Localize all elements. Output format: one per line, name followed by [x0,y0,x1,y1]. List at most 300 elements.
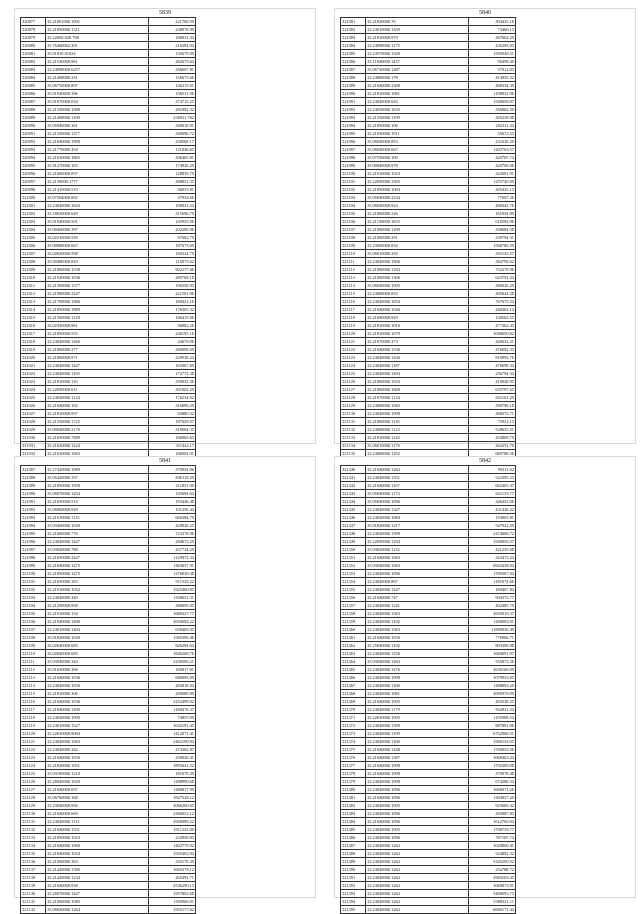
coordinate-cell: 35.24040000.867 [366,578,469,586]
table-row [341,834,516,842]
row-id-cell: 321093 [341,114,366,122]
coordinate-cell: 35.24020000.1599 [366,530,469,538]
row-id-cell: 321018 [21,338,46,346]
row-id-cell: 321136 [21,858,46,866]
row-id-cell: 321381 [341,794,366,802]
table-row [21,354,196,362]
coordinate-cell: 35.21040000.938 [46,882,149,890]
amount-cell: 74855.99 [149,714,196,722]
row-id-cell: 321117 [21,706,46,714]
row-id-cell: 321015 [21,314,46,322]
coordinate-cell: 35.24040000.1111 [46,818,149,826]
amount-cell: 311442.17 [149,442,196,450]
table-row [341,186,516,194]
amount-cell: 221501.96 [149,290,196,298]
table-row [21,554,196,562]
coordinate-cell: 35.24040000.1263 [366,850,469,858]
coordinate-cell: 35.21850000.1889 [46,306,149,314]
table-row [341,506,516,514]
data-table [340,465,516,914]
table-row [341,586,516,594]
row-id-cell: 321101 [341,178,366,186]
table-row [341,874,516,882]
coordinate-cell: 35.21040000.1056 [46,754,149,762]
coordinate-cell: 35.24040000.1466 [46,338,149,346]
row-id-cell: 321114 [341,282,366,290]
table-row [21,682,196,690]
amount-cell: 662465.37 [469,482,516,490]
amount-cell: 379078.48 [469,770,516,778]
coordinate-cell: 35.02330000.961 [46,322,149,330]
table-row [341,226,516,234]
coordinate-cell: 35.00980000.667 [46,242,149,250]
table-row [21,538,196,546]
coordinate-cell: 35.05040000.1173 [366,490,469,498]
table-row [341,58,516,66]
row-id-cell: 321357 [341,602,366,610]
row-id-cell: 321097 [341,146,366,154]
coordinate-cell: 35.03940000.344 [46,658,149,666]
coordinate-cell: 35.21040000.1448 [366,746,469,754]
coordinate-cell: 35.23000000.832 [366,242,469,250]
table-row [341,330,516,338]
row-id-cell: 320081 [21,50,46,58]
amount-cell: 2095976.99 [469,690,516,698]
coordinate-cell: 35.24060000.1182 [366,450,469,458]
amount-cell: 524892.32 [469,850,516,858]
table-row [341,410,516,418]
amount-cell: 476699.34 [469,362,516,370]
row-id-cell: 321104 [21,602,46,610]
coordinate-cell: 35.21860000.1118 [366,418,469,426]
amount-cell: 240195.16 [149,330,196,338]
row-id-cell: 321124 [341,362,366,370]
coordinate-cell: 35.27420000.1089 [46,466,149,474]
row-id-cell: 321121 [21,738,46,746]
coordinate-cell: 35.23040000.956 [46,802,149,810]
coordinate-cell: 35.21420000.1586 [46,866,149,874]
row-id-cell: 321096 [341,138,366,146]
coordinate-cell: 35.24040000.1263 [366,866,469,874]
table-row [341,362,516,370]
table-row [341,842,516,850]
amount-cell: 419020.95 [469,378,516,386]
table-row [341,818,516,826]
amount-cell: 186831.34 [149,34,196,42]
data-table [20,465,196,914]
amount-cell: 1060873.91 [469,882,516,890]
amount-cell: 5388321.11 [469,898,516,906]
row-id-cell: 321358 [341,610,366,618]
amount-cell: 121036.65 [149,146,196,154]
row-id-cell: 321360 [341,626,366,634]
coordinate-cell: 35.21040000.1046 [366,306,469,314]
coordinate-cell: 35.24040000.1399 [366,722,469,730]
table-row [341,666,516,674]
row-id-cell: 321115 [341,290,366,298]
row-id-cell: 321019 [21,346,46,354]
amount-cell: 258020.41 [149,754,196,762]
coordinate-cell: 35.24010000.1459 [366,26,469,34]
amount-cell: 44676.96 [149,338,196,346]
coordinate-cell: 35.21040000.1096 [366,818,469,826]
amount-cell: 370954.86 [149,466,196,474]
row-id-cell: 321029 [21,426,46,434]
row-id-cell: 320084 [21,74,46,82]
coordinate-cell: 35.21040000.1096 [366,794,469,802]
row-id-cell: 321024 [21,386,46,394]
table-row [341,538,516,546]
table-row [341,98,516,106]
coordinate-cell: 35.24040000.1096 [366,786,469,794]
amount-cell: 477362.43 [469,322,516,330]
table-row [341,738,516,746]
row-id-cell: 321001 [21,202,46,210]
row-id-cell: 321090 [341,90,366,98]
coordinate-cell: 35.24040000.1436 [366,354,469,362]
coordinate-cell: 35.22630000.1095 [366,714,469,722]
table-row [21,514,196,522]
coordinate-cell: 35.06040000.667 [366,146,469,154]
amount-cell: 925669.42 [469,802,516,810]
amount-cell: 394425.18 [469,18,516,26]
coordinate-cell: 35.21600000.776 [46,530,149,538]
amount-cell: 181079.29 [149,770,196,778]
coordinate-cell: 35.21860000.277 [46,346,149,354]
table-row [21,730,196,738]
table-row [341,610,516,618]
table-row [341,498,516,506]
amount-cell: 96035.81 [149,186,196,194]
amount-cell: 547922.59 [469,522,516,530]
coordinate-cell: 35.24040000.3643 [46,202,149,210]
table-row [21,346,196,354]
row-id-cell: 320090 [21,122,46,130]
amount-cell: 621135.77 [469,490,516,498]
table-row [21,626,196,634]
table-row [21,818,196,826]
row-id-cell: 321119 [21,722,46,730]
coordinate-cell: 35.21040000.1068 [46,842,149,850]
row-id-cell: 321005 [21,234,46,242]
row-id-cell: 321123 [341,354,366,362]
coordinate-cell: 35.21040000.1167 [366,482,469,490]
coordinate-cell: 35.21860000.1038 [46,266,149,274]
table-row [341,658,516,666]
document-page [14,456,316,912]
amount-cell: 1957802.68 [149,890,196,898]
coordinate-cell: 35.24040000.442 [46,746,149,754]
amount-cell: 1684091.97 [469,650,516,658]
table-row [21,242,196,250]
table-row [21,530,196,538]
coordinate-cell: 35.76460062.301 [46,42,149,50]
table-row [21,90,196,98]
amount-cell: 346452.06 [469,498,516,506]
table-row [341,674,516,682]
row-id-cell: 321368 [341,690,366,698]
row-id-cell: 321128 [341,394,366,402]
coordinate-cell: 35.02210000.539 [46,234,149,242]
table-row [21,666,196,674]
amount-cell: 1203763.57 [469,146,516,154]
table-row [341,698,516,706]
row-id-cell: 321091 [21,498,46,506]
table-row [341,514,516,522]
table-row [341,242,516,250]
row-id-cell: 321345 [341,506,366,514]
amount-cell: 374715.25 [149,98,196,106]
table-row [21,290,196,298]
row-id-cell: 321087 [341,66,366,74]
row-id-cell: 321109 [21,642,46,650]
amount-cell: 1168476.37 [149,706,196,714]
row-id-cell: 321103 [21,594,46,602]
amount-cell: 169817.01 [149,666,196,674]
amount-cell: 1079933.05 [469,674,516,682]
table-row [21,562,196,570]
table-row [21,882,196,890]
amount-cell: 1363637.91 [149,562,196,570]
table-row [341,530,516,538]
row-id-cell: 320087 [21,98,46,106]
row-id-cell: 321004 [21,226,46,234]
coordinate-cell: 35.21620000.1224 [46,442,149,450]
row-id-cell: 321343 [341,490,366,498]
amount-cell: 1568786.59 [469,242,516,250]
table-row [341,690,516,698]
table-row [341,634,516,642]
coordinate-cell: 35.24010000.1527 [46,722,149,730]
coordinate-cell: 35.24040000.1056 [46,682,149,690]
table-row [21,906,196,914]
coordinate-cell: 35.21050000.1911 [366,130,469,138]
table-row [341,370,516,378]
amount-cell: 429826.25 [149,522,196,530]
table-row [21,314,196,322]
amount-cell: 1358651.31 [149,594,196,602]
coordinate-cell: 35.00460000.397 [46,226,149,234]
row-id-cell: 321111 [21,658,46,666]
coordinate-cell: 35.24040000.1096 [366,570,469,578]
row-id-cell: 321376 [341,754,366,762]
table-row [21,114,196,122]
coordinate-cell: 35.24040000.1247 [366,586,469,594]
table-row [341,338,516,346]
table-row [341,346,516,354]
coordinate-cell: 35.21540000.961 [46,58,149,66]
row-id-cell: 321394 [341,898,366,906]
coordinate-cell: 35.21040000.1036 [46,698,149,706]
table-row [341,890,516,898]
amount-cell: 2536290.13 [149,882,196,890]
table-row [341,578,516,586]
amount-cell: 5400093.73 [469,890,516,898]
row-id-cell: 321098 [21,554,46,562]
row-id-cell: 321009 [21,266,46,274]
row-id-cell: 321118 [21,714,46,722]
table-row [341,306,516,314]
row-id-cell: 321089 [21,482,46,490]
coordinate-cell: 35.24040000.1192 [366,618,469,626]
row-id-cell: 321031 [21,442,46,450]
row-id-cell: 321122 [21,746,46,754]
amount-cell: 186904.01 [149,450,196,458]
amount-cell: 202311.34 [469,122,516,130]
table-row [21,106,196,114]
coordinate-cell: 35.21650000.383 [46,578,149,586]
table-row [21,522,196,530]
table-row [21,82,196,90]
amount-cell: 156675.66 [149,74,196,82]
amount-cell: 2462190.94 [149,738,196,746]
amount-cell: 193446.48 [149,498,196,506]
row-id-cell: 321106 [341,218,366,226]
coordinate-cell: 35.24040000.1351 [366,474,469,482]
row-id-cell: 321113 [21,674,46,682]
row-id-cell: 321097 [21,546,46,554]
table-row [21,690,196,698]
amount-cell: 722376.96 [149,530,196,538]
coordinate-cell: 35.25040000.1192 [366,642,469,650]
amount-cell: 229938.24 [149,354,196,362]
coordinate-cell: 35.2139000.1777 [46,178,149,186]
table-row [21,578,196,586]
table-row [21,674,196,682]
amount-cell: 433809.79 [469,434,516,442]
coordinate-cell: 35.21040000.747 [366,594,469,602]
row-id-cell: 321135 [341,450,366,458]
amount-cell: 1792389.08 [469,762,516,770]
amount-cell: 752270.96 [469,266,516,274]
coordinate-cell: 35.21850000.106 [366,122,469,130]
row-id-cell: 321130 [341,410,366,418]
table-row [341,722,516,730]
coordinate-cell: 35.01870000.034 [46,98,149,106]
coordinate-cell: 35.21770000.454 [46,146,149,154]
amount-cell: 160063.63 [149,434,196,442]
data-table [20,17,196,458]
amount-cell: 826294.64 [149,642,196,650]
amount-cell: 887891.06 [469,722,516,730]
table-row [341,290,516,298]
coordinate-cell: 35.21040000.102 [46,402,149,410]
coordinate-cell: 35.24040000.1363 [366,626,469,634]
coordinate-cell: 35.09040000.2176 [46,426,149,434]
amount-cell: 821101.29 [469,394,516,402]
table-row [341,82,516,90]
row-id-cell: 321095 [341,130,366,138]
coordinate-cell: 35.21560000.1128 [46,314,149,322]
table-row [341,154,516,162]
row-id-cell: 321111 [341,258,366,266]
amount-cell: 2655010.37 [469,610,516,618]
amount-cell: 256794.34 [469,370,516,378]
coordinate-cell: 35.24040000.1096 [366,834,469,842]
coordinate-cell: 35.22850.028.798 [46,34,149,42]
coordinate-cell: 35.21850000.555 [46,330,149,338]
row-id-cell: 321115 [21,690,46,698]
coordinate-cell: 35.24040000.1347 [366,506,469,514]
amount-cell: 239794.31 [469,234,516,242]
row-id-cell: 321380 [341,786,366,794]
coordinate-cell: 35.21650000.2447 [46,554,149,562]
row-id-cell: 321132 [341,426,366,434]
row-id-cell: 321108 [341,234,366,242]
table-row [341,858,516,866]
row-id-cell: 320095 [21,162,46,170]
amount-cell: 402485.79 [469,602,516,610]
amount-cell: 1020860.41 [469,842,516,850]
row-id-cell: 321084 [341,42,366,50]
amount-cell: 99211.62 [469,466,516,474]
page-number: 5839 [159,10,171,16]
row-id-cell: 321017 [21,330,46,338]
row-id-cell: 321132 [21,826,46,834]
table-row [341,138,516,146]
table-row [341,778,516,786]
coordinate-cell: 35.21810000.306 [46,690,149,698]
table-row [21,186,196,194]
row-id-cell: 321119 [341,322,366,330]
table-row [21,642,196,650]
amount-cell: 6943438.94 [469,562,516,570]
table-row [21,602,196,610]
amount-cell: 1847528.12 [149,794,196,802]
amount-cell: 1665378.12 [149,866,196,874]
amount-cell: 238976.99 [149,26,196,34]
amount-cell: 390796.18 [469,402,516,410]
coordinate-cell: 35.22050000.1294 [366,538,469,546]
row-id-cell: 321116 [21,698,46,706]
row-id-cell: 320083 [21,66,46,74]
coordinate-cell: 35.21870000.1134 [366,394,469,402]
amount-cell: 836118.29 [149,474,196,482]
coordinate-cell: 35.21810000.1679 [366,330,469,338]
table-row [21,898,196,906]
coordinate-cell: 35.24020000.1090 [46,714,149,722]
row-id-cell: 321123 [21,754,46,762]
coordinate-cell: 35.03040000.1063 [366,562,469,570]
coordinate-cell: 35.21840000.1034 [46,850,149,858]
coordinate-cell: 35.06820000.1264 [46,906,149,914]
coordinate-cell: 35.05940000.361 [46,122,149,130]
table-row [21,466,196,474]
table-row [341,474,516,482]
row-id-cell: 321105 [341,210,366,218]
row-id-cell: 321016 [21,322,46,330]
coordinate-cell: 35.01940000.501 [46,218,149,226]
table-row [21,794,196,802]
coordinate-cell: 35.24040000.1263 [366,882,469,890]
coordinate-cell: 35.21850000.1475 [46,570,149,578]
coordinate-cell: 35.24040000.644 [366,98,469,106]
table-row [341,210,516,218]
data-table [340,17,516,458]
row-id-cell: 321120 [21,730,46,738]
coordinate-cell: 35.07550000.109 [366,154,469,162]
row-id-cell: 321090 [21,490,46,498]
amount-cell: 130562.55 [469,314,516,322]
coordinate-cell: 35.24060000.1065 [366,402,469,410]
row-id-cell: 321369 [341,698,366,706]
table-row [341,42,516,50]
coordinate-cell: 35.22630000.9094 [46,730,149,738]
coordinate-cell: 35.26070000.1447 [46,890,149,898]
amount-cell: 37012.03 [469,66,516,74]
row-id-cell: 321088 [341,74,366,82]
table-row [341,594,516,602]
